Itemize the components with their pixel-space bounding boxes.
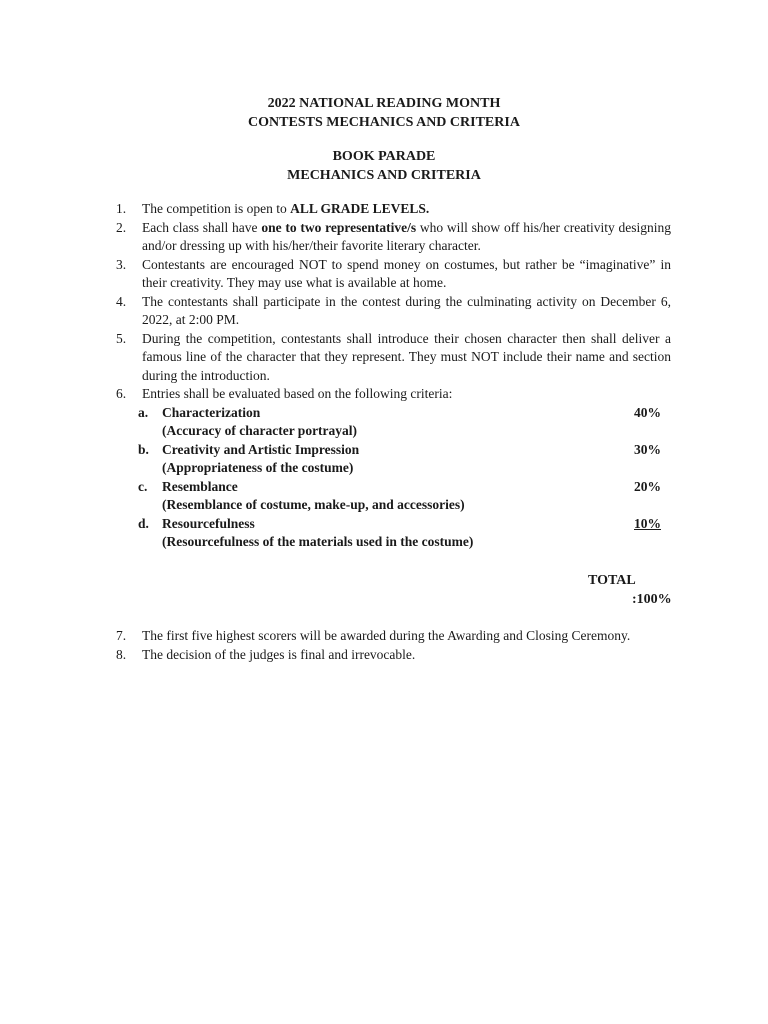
total-value: :100% bbox=[632, 592, 672, 607]
mechanics-list bbox=[116, 200, 671, 552]
criterion-name: Resourcefulness bbox=[162, 515, 255, 531]
title-line-1: 2022 NATIONAL READING MONTH bbox=[267, 96, 501, 111]
list-item: 6. Entries shall be evaluated based on the following criteria: bbox=[116, 386, 453, 401]
list-item: 3. Contestants are encouraged NOT to spend money on costumes, but rather be “imaginative” in their creativity. They may use what is available at home. bbox=[116, 256, 671, 290]
criterion-name: Characterization bbox=[162, 404, 261, 420]
criterion-row: d. Resourcefulness (Resourcefulness of the materials used in the costume) 10% bbox=[116, 515, 671, 552]
section-line-2: MECHANICS AND CRITERIA bbox=[287, 168, 481, 183]
list-item: 4. The contestants shall participate in the contest during the culminating activity on December 6, 2022, at 2:00 PM. bbox=[116, 293, 671, 327]
list-item: 7. The first five highest scorers will be awarded during the Awarding and Closing Ceremony. bbox=[116, 628, 631, 643]
criterion-row: a. Characterization (Accuracy of character portrayal) 40% bbox=[116, 404, 671, 441]
criterion-desc: (Appropriateness of the costume) bbox=[162, 460, 354, 475]
title-line-2: CONTESTS MECHANICS AND CRITERIA bbox=[248, 115, 520, 130]
criterion-name: Creativity and Artistic Impression bbox=[162, 441, 360, 457]
criterion-row: b. Creativity and Artistic Impression (Appropriateness of the costume) 30% bbox=[116, 441, 671, 478]
criterion-percent: 40% bbox=[634, 404, 661, 420]
closing-list bbox=[116, 627, 671, 664]
criterion-percent: 30% bbox=[634, 441, 661, 457]
total-label: TOTAL bbox=[588, 573, 636, 588]
criterion-name: Resemblance bbox=[162, 478, 238, 494]
criterion-percent: 10% bbox=[634, 515, 661, 531]
list-item: 2. Each class shall have one to two representative/s who will show off his/her creativity designing and/or dressing up with his/her/their favorite literary character. bbox=[116, 219, 671, 253]
section-title bbox=[0, 147, 768, 185]
list-item: 8. The decision of the judges is final and irrevocable. bbox=[116, 646, 416, 662]
criterion-row: c. Resemblance (Resemblance of costume, make-up, and accessories) 20% bbox=[116, 478, 671, 515]
criterion-desc: (Resourcefulness of the materials used in the costume) bbox=[162, 534, 474, 549]
list-item: 1. The competition is open to ALL GRADE LEVELS. bbox=[116, 201, 430, 216]
criterion-desc: (Resemblance of costume, make-up, and accessories) bbox=[162, 497, 465, 512]
criterion-percent: 20% bbox=[634, 478, 661, 494]
document-title bbox=[0, 94, 768, 132]
criterion-desc: (Accuracy of character portrayal) bbox=[162, 423, 358, 438]
criteria-list bbox=[116, 404, 671, 552]
section-line-1: BOOK PARADE bbox=[332, 149, 436, 164]
list-item: 5. During the competition, contestants shall introduce their chosen character then shall deliver a famous line of the character that they represent. They must NOT include their name and section during the introduction. bbox=[116, 330, 671, 383]
